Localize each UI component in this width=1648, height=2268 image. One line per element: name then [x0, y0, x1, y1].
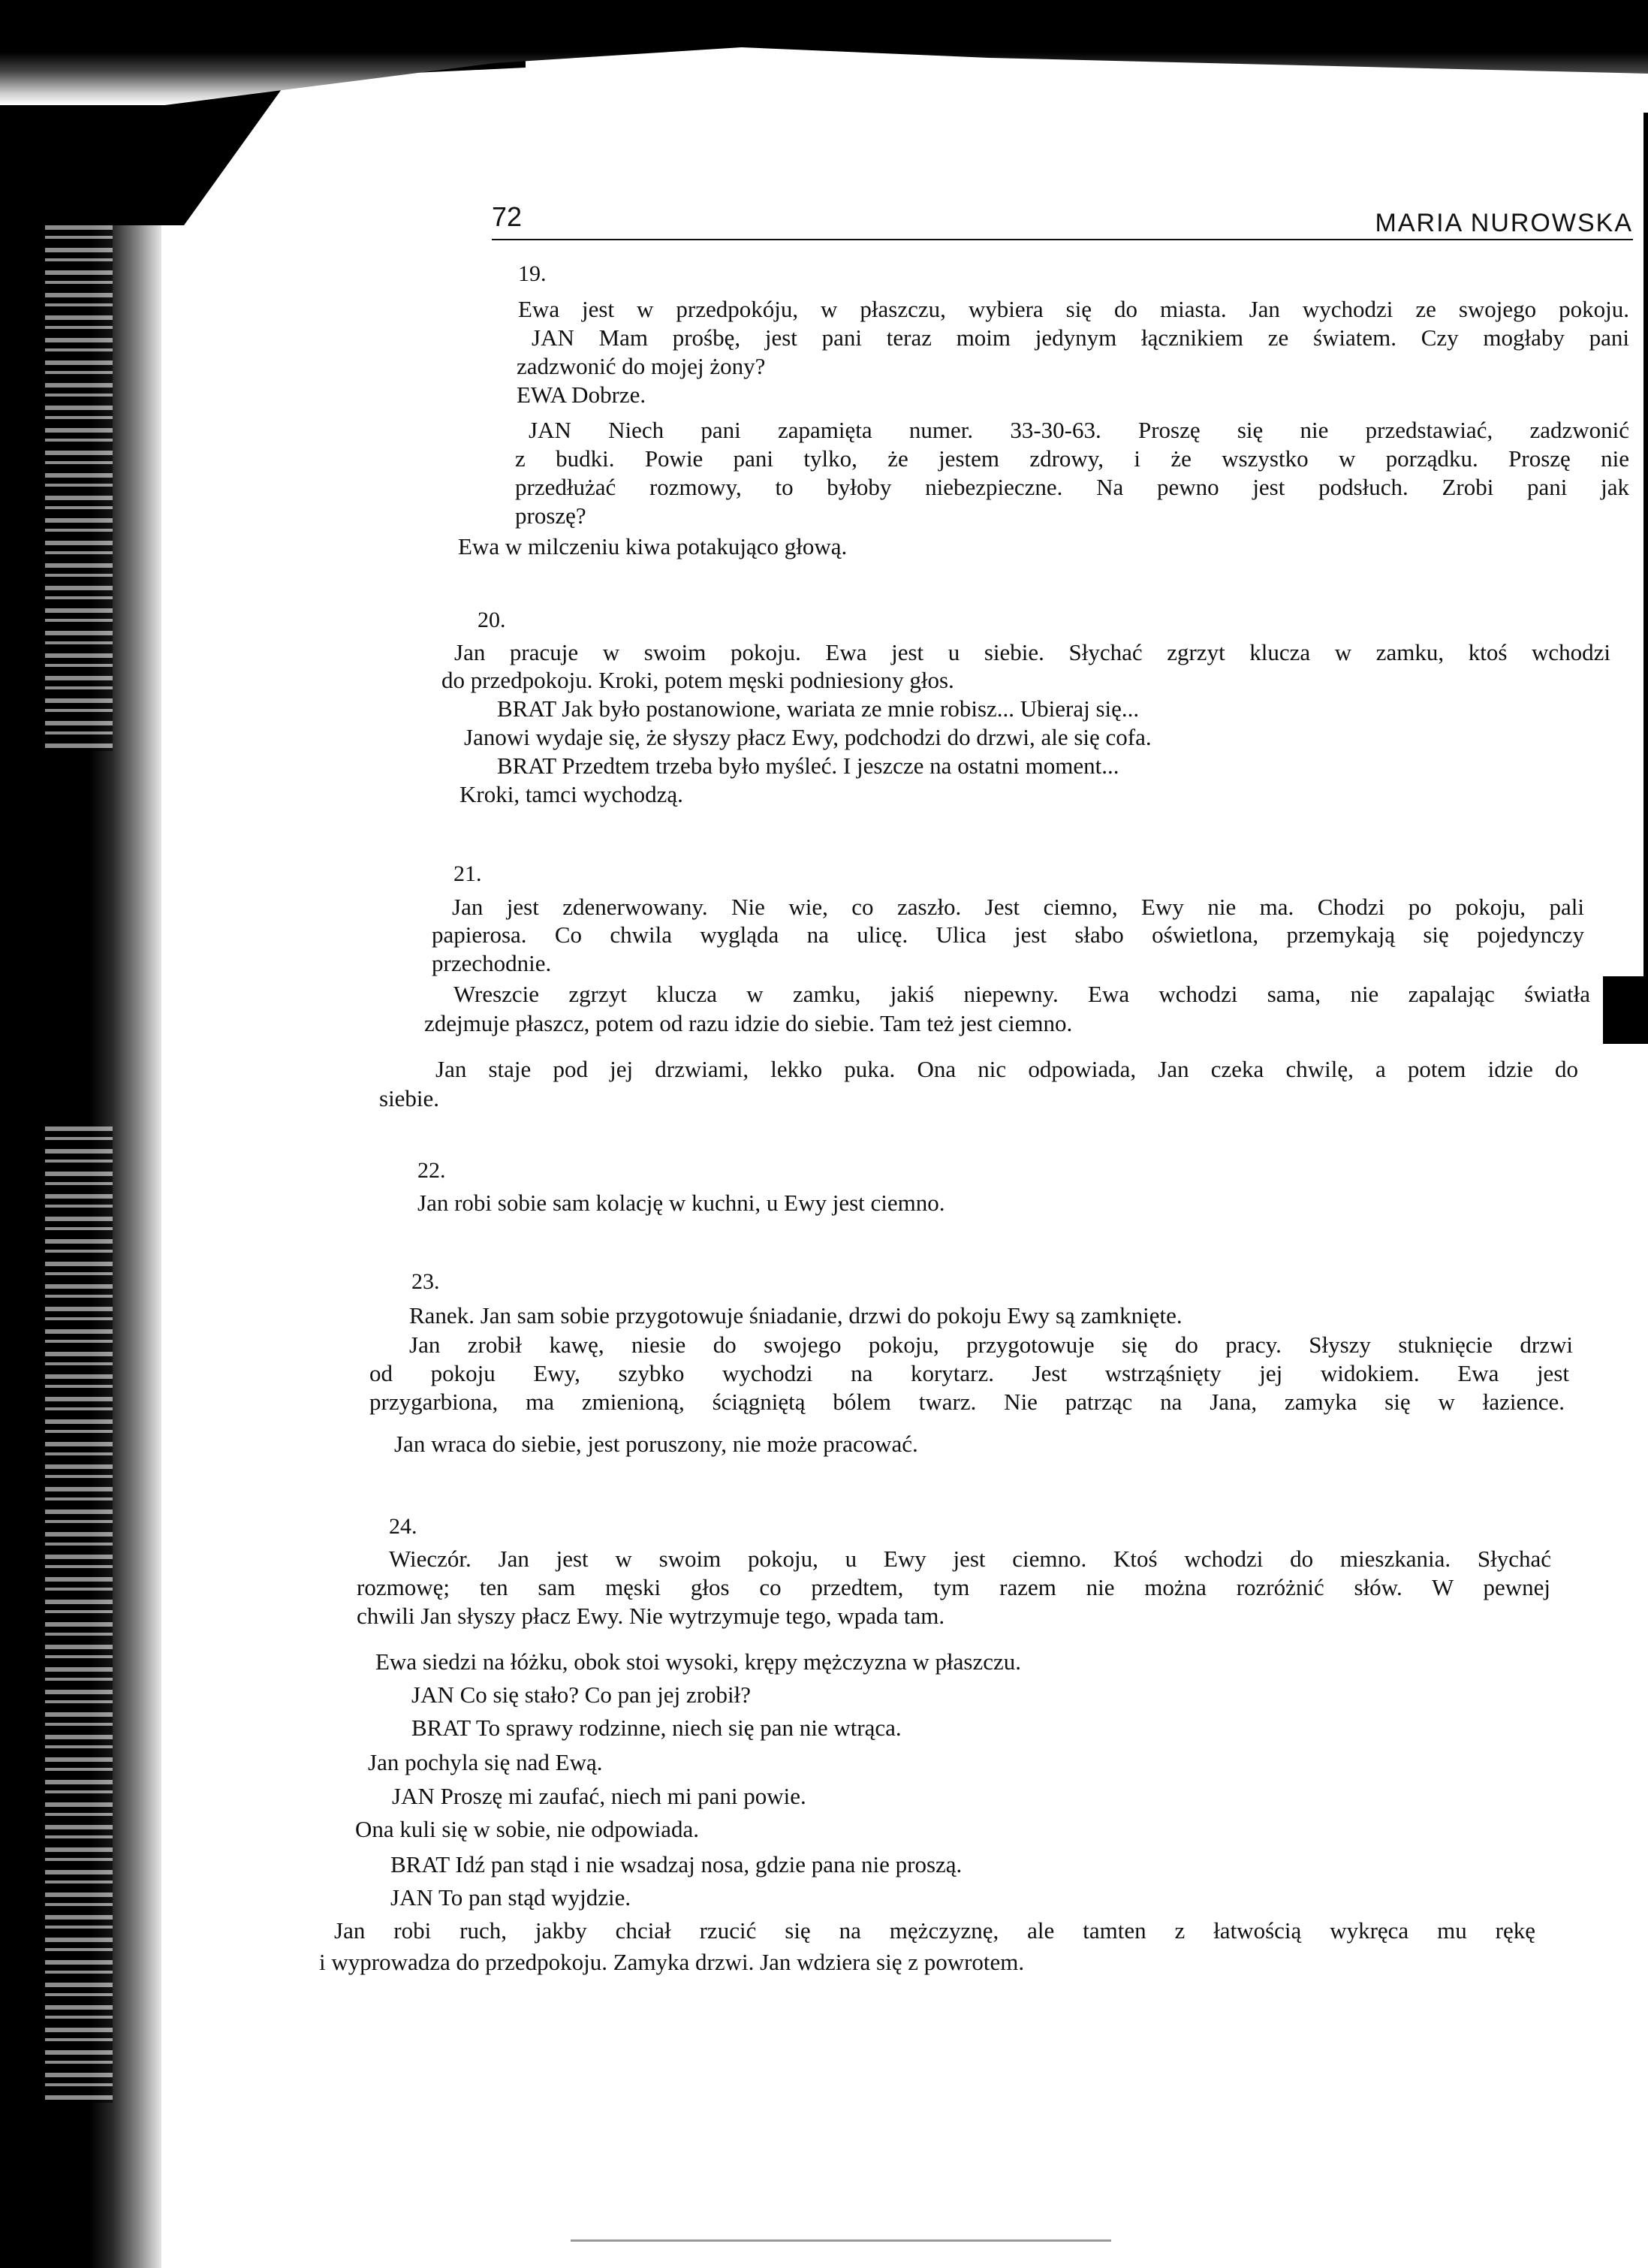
scene-line: i wyprowadza do przedpokoju. Zamyka drzwi. Jan wdziera się z powrotem. [319, 1949, 1025, 1975]
scene-line: Jan jest zdenerwowany. Nie wie, co zaszło. Jest ciemno, Ewy nie ma. Chodzi po pokoju, pali [452, 894, 1584, 920]
scene-line: Jan wraca do siebie, jest poruszony, nie może pracować. [394, 1431, 918, 1457]
scene-line: Ranek. Jan sam sobie przygotowuje śniadanie, drzwi do pokoju Ewy są zamknięte. [409, 1302, 1183, 1329]
scene-line: JAN To pan stąd wyjdzie. [390, 1884, 631, 1911]
page-header [492, 201, 1633, 240]
scene-line: z budki. Powie pani tylko, że jestem zdrowy, i że wszystko w porządku. Proszę nie [515, 445, 1629, 472]
scene-line: BRAT Przedtem trzeba było myśleć. I jeszcze na ostatni moment... [497, 752, 1119, 779]
scene-line: BRAT Jak było postanowione, wariata ze mnie robisz... Ubieraj się... [497, 695, 1140, 722]
scene-number: 24. [389, 1514, 417, 1539]
scan-footer-mark [571, 2239, 1111, 2242]
scene-line: Jan pochyla się nad Ewą. [368, 1749, 603, 1775]
scene-line: EWA Dobrze. [517, 382, 646, 408]
scene-line: Wieczór. Jan jest w swoim pokoju, u Ewy jest ciemno. Ktoś wchodzi do mieszkania. Słychać [389, 1546, 1551, 1572]
scene-line: do przedpokoju. Kroki, potem męski podniesiony głos. [441, 667, 954, 693]
scene-line: Jan robi ruch, jakby chciał rzucić się na mężczyznę, ale tamten z łatwością wykręca mu rękę [334, 1917, 1535, 1944]
scene-line: zdejmuje płaszcz, potem od razu idzie do siebie. Tam też jest ciemno. [424, 1010, 1073, 1036]
scene-line: papierosa. Co chwila wygląda na ulicę. Ulica jest słabo oświetlona, przemykają się pojedynczy [432, 921, 1584, 948]
scene-line: Jan zrobił kawę, niesie do swojego pokoju, przygotowuje się do pracy. Słyszy stuknięcie drzwi [409, 1332, 1573, 1358]
scene-number: 20. [478, 608, 506, 632]
scene-line: siebie. [379, 1085, 440, 1111]
scene-number: 22. [417, 1158, 446, 1183]
scene-line: Kroki, tamci wychodzą. [459, 781, 683, 807]
scene-line: od pokoju Ewy, szybko wychodzi na korytarz. Jest wstrząśnięty jej widokiem. Ewa jest [369, 1360, 1569, 1386]
scene-line: chwili Jan słyszy płacz Ewy. Nie wytrzymuje tego, wpada tam. [357, 1603, 945, 1629]
scene-number: 21. [453, 861, 482, 886]
scene-line: rozmowę; ten sam męski głos co przedtem, tym razem nie można rozróżnić słów. W pewnej [357, 1574, 1550, 1600]
scene-line: zadzwonić do mojej żony? [517, 353, 766, 379]
scene-number: 19. [518, 261, 547, 286]
scene-line: JAN Co się stało? Co pan jej zrobił? [411, 1681, 751, 1708]
scene-line: Ona kuli się w sobie, nie odpowiada. [355, 1816, 700, 1842]
scene-line: BRAT To sprawy rodzinne, niech się pan nie wtrąca. [411, 1715, 902, 1741]
scene-line: JAN Niech pani zapamięta numer. 33-30-63. Proszę się nie przedstawiać, zadzwonić [529, 417, 1629, 443]
scene-line: przechodnie. [432, 950, 552, 976]
scene-line: Jan pracuje w swoim pokoju. Ewa jest u siebie. Słychać zgrzyt klucza w zamku, ktoś wchodzi [454, 639, 1610, 665]
scene-line: Janowi wydaje się, że słyszy płacz Ewy, podchodzi do drzwi, ale się cofa. [464, 724, 1152, 750]
scene-line: Jan robi sobie sam kolację w kuchni, u Ewy jest ciemno. [417, 1190, 945, 1216]
scene-line: Jan staje pod jej drzwiami, lekko puka. Ona nic odpowiada, Jan czeka chwilę, a potem idzie do [435, 1056, 1578, 1082]
scene-line: przygarbiona, ma zmienioną, ściągniętą bólem twarz. Nie patrząc na Jana, zamyka się w łazience. [369, 1389, 1565, 1415]
scene-line: JAN Proszę mi zaufać, niech mi pani powie. [392, 1783, 806, 1809]
page-number: 72 [492, 201, 523, 232]
scene-line: JAN Mam prośbę, jest pani teraz moim jedynym łącznikiem ze światem. Czy mogłaby pani [532, 324, 1629, 351]
scene-line: proszę? [515, 502, 586, 529]
scene-line: przedłużać rozmowy, to byłoby niebezpieczne. Na pewno jest podsłuch. Zrobi pani jak [515, 474, 1629, 500]
scene-line: Wreszcie zgrzyt klucza w zamku, jakiś niepewny. Ewa wchodzi sama, nie zapalając światła [453, 981, 1590, 1007]
scene-line: Ewa w milczeniu kiwa potakująco głową. [458, 533, 848, 559]
scene-number: 23. [411, 1269, 440, 1294]
scene-line: Ewa jest w przedpokóju, w płaszczu, wybiera się do miasta. Jan wychodzi ze swojego pokoju. [518, 296, 1629, 322]
scene-line: Ewa siedzi na łóżku, obok stoi wysoki, krępy mężczyzna w płaszczu. [375, 1648, 1021, 1675]
running-author: MARIA NUROWSKA [1375, 209, 1633, 237]
scene-line: BRAT Idź pan stąd i nie wsadzaj nosa, gdzie pana nie proszą. [390, 1851, 963, 1877]
